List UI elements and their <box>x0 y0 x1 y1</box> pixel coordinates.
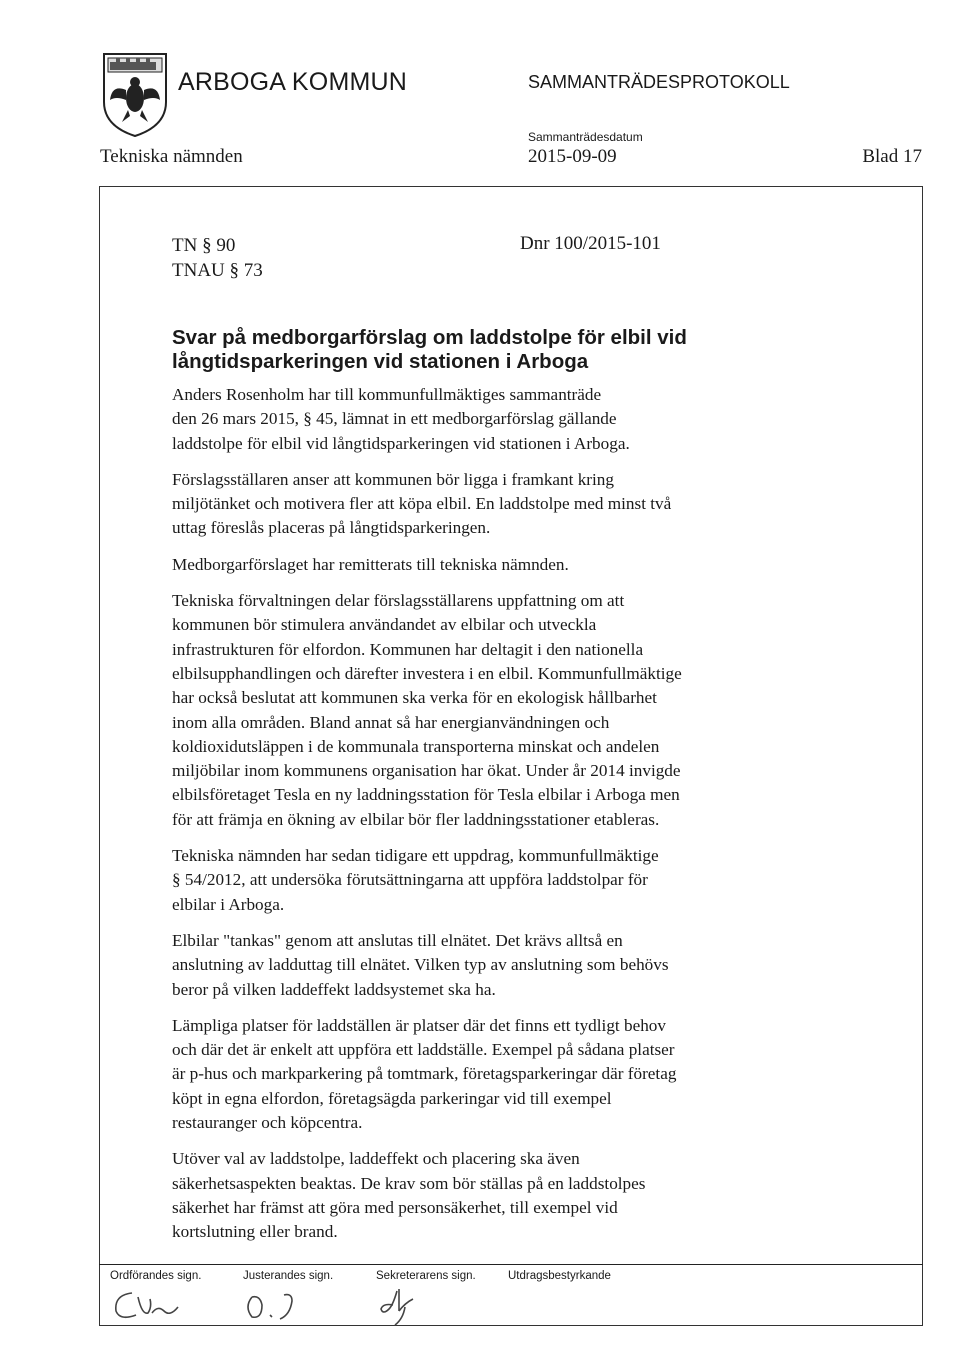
committee-name: Tekniska nämnden <box>100 146 243 167</box>
paragraph: Förslagsställaren anser att kommunen bör ligga i framkant kring miljötänket och motivera fler att köpa elbil. En laddstolpe med minst två uttag föreslås placeras på långtidsparkeringen. <box>172 469 672 538</box>
paragraph-references <box>172 233 263 283</box>
reference-tnau: TNAU § 73 <box>172 260 263 281</box>
paragraph: Medborgarförslaget har remitterats till tekniska nämnden. <box>172 554 569 574</box>
secretary-signature <box>375 1285 435 1329</box>
chair-signature <box>108 1285 188 1325</box>
chair-signature-label: Ordförandes sign. <box>110 1270 202 1282</box>
adjuster-signature <box>240 1285 310 1325</box>
coat-of-arms-logo <box>100 50 170 138</box>
document-title: Svar på medborgarförslag om laddstolpe för elbil vid långtidsparkeringen vid stationen i Arboga <box>172 326 687 373</box>
extract-certification-label: Utdragsbestyrkande <box>508 1270 611 1282</box>
paragraph: Anders Rosenholm har till kommunfullmäktiges sammanträde den 26 mars 2015, § 45, lämnat in ett medborgarförslag gällande laddstolpe för elbil vid långtidsparkeringen vid stationen i Arboga. <box>172 385 630 453</box>
municipality-name: ARBOGA KOMMUN <box>178 68 408 96</box>
body-text <box>172 383 832 1257</box>
paragraph: Tekniska förvaltningen delar förslagsställarens uppfattning om att kommunen bör stimulera användandet av elbilar och utveckla infrastrukturen för elfordon. Kommunen har deltagit i den nationella elbilsupphandlingen och därefter investera i en elbil. Kommunfullmäktige har också beslutat att kommunen ska verka för en ekologisk hållbarhet inom alla områden. Bland annat så har energianvändningen och koldioxidutsläppen i de kommunala transporterna minskat och andelen miljöbilar inom kommunens organisation har ökat. Under år 2014 invigde elbilsföretaget Tesla en ny laddningsstation för Tesla elbilar i Arboga men för att främja en ökning av elbilar bör fler laddningsstationer etableras. <box>172 591 682 829</box>
case-number: Dnr 100/2015-101 <box>520 233 661 254</box>
page-number: Blad 17 <box>862 146 922 167</box>
paragraph: Lämpliga platser för laddställen är platser där det finns ett tydligt behov och där det är enkelt att uppföra ett laddställe. Exempel på sådana platser är p-hus och markparkering på tomtmark, företagsparkeringar där företag köpt in egna elfordon, företagsägda parkeringar vid till exempel restauranger och köpcentra. <box>172 1015 677 1133</box>
meeting-date-label: Sammanträdesdatum <box>528 130 643 144</box>
paragraph: Elbilar "tankas" genom att anslutas till elnätet. Det krävs alltså en anslutning av ladduttag till elnätet. Vilken typ av anslutning som behövs beror på vilken laddeffekt laddsystemet ska ha. <box>172 930 669 999</box>
reference-tn: TN § 90 <box>172 235 236 256</box>
paragraph: Tekniska nämnden har sedan tidigare ett uppdrag, kommunfullmäktige § 54/2012, att undersöka förutsättningarna att uppföra laddstolpar för elbilar i Arboga. <box>172 846 659 914</box>
signature-divider <box>99 1264 923 1265</box>
adjuster-signature-label: Justerandes sign. <box>243 1270 334 1282</box>
paragraph: Utöver val av laddstolpe, laddeffekt och placering ska även säkerhetsaspekten beaktas. De krav som bör ställas på en laddstolpes säkerhet har främst att göra med personsäkerhet, till exempel vid kortslutning eller brand. <box>172 1149 646 1242</box>
meeting-date: 2015-09-09 <box>528 146 617 167</box>
document-type: SAMMANTRÄDESPROTOKOLL <box>528 72 790 92</box>
secretary-signature-label: Sekreterarens sign. <box>376 1270 476 1282</box>
